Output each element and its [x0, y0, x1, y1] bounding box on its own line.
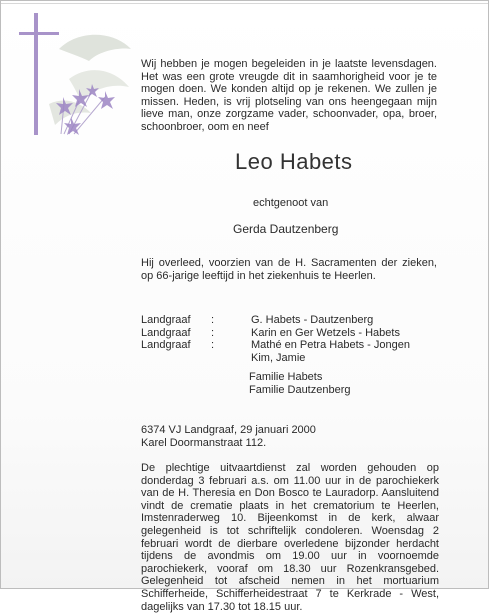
mourner-names: G. Habets - Dautzenberg [251, 314, 374, 326]
mourner-names: Mathé en Petra Habets - Jongen [251, 339, 410, 352]
mourner-names: Kim, Jamie [251, 351, 306, 364]
mourner-row [141, 339, 441, 352]
mourner-row [141, 314, 441, 327]
family-name: Familie Habets [249, 371, 323, 383]
address-block [141, 424, 316, 449]
mourner-place: Landgraaf [141, 339, 191, 352]
intro-text: Wij hebben je mogen begeleiden in je laatste levensdagen. Het was een grote vreugde dit in saamhorigheid voor je te mogen doen. We konden altijd op je rekenen. We zullen je missen. Heden, is vrij plotseling van ons heengegaan mijn lieve man, onze zorgzame vader, schoonvader, opa, broer, schoonbroer, oom en neef [141, 58, 437, 133]
spouse-label: echtgenoot van [253, 197, 329, 209]
mourner-row [141, 327, 441, 340]
families-list [249, 371, 351, 396]
death-notice-text: Hij overleed, voorzien van de H. Sacramenten der zieken, op 66-jarige leeftijd in het ziekenhuis te Heerlen. [141, 257, 437, 282]
mourners-list [141, 314, 441, 364]
deceased-name: Leo Habets [235, 149, 353, 174]
mourner-place: Landgraaf [141, 314, 191, 326]
mourner-colon: : [211, 339, 215, 352]
address-line: 6374 VJ Landgraaf, 29 januari 2000 [141, 424, 316, 436]
fold-line [1, 3, 488, 4]
funeral-details-text: De plechtige uitvaartdienst zal worden gehouden op donderdag 3 februari a.s. om 11.00 uur in de parochiekerk van de H. Theresia en Don Bosco te Lauradorp. Aansluitend vindt de crematie plaats in het crematorium te Heerlen, Imstenraderweg 10. Bijeenkomst in de kerk, alwaar gelegenheid is tot schriftelijk condoleren. Woensdag 2 februari wordt de dierbare overledene bijzonder herdacht tijdens de avondmis om 19.00 uur in voornoemde parochiekerk, vooraf om 18.30 uur Rozenkransgebed. Gelegenheid tot afscheid nemen in het mortuarium Schifferheide, Schifferheidestraat 7 te Kerkrade - West, dagelijks van 17.30 tot 18.15 uur. [141, 462, 439, 613]
mourner-colon [211, 352, 251, 365]
cross-and-flowers-icon [19, 9, 139, 139]
spouse-name: Gerda Dautzenberg [233, 222, 339, 236]
mourner-row [141, 352, 441, 365]
mourner-colon: : [211, 314, 215, 326]
family-name: Familie Dautzenberg [249, 383, 351, 396]
mourner-place [141, 352, 211, 365]
address-line: Karel Doormanstraat 112. [141, 436, 267, 449]
mourner-colon: : [211, 326, 215, 339]
mourner-names: Karin en Ger Wetzels - Habets [251, 326, 400, 339]
mourner-place: Landgraaf [141, 326, 191, 339]
